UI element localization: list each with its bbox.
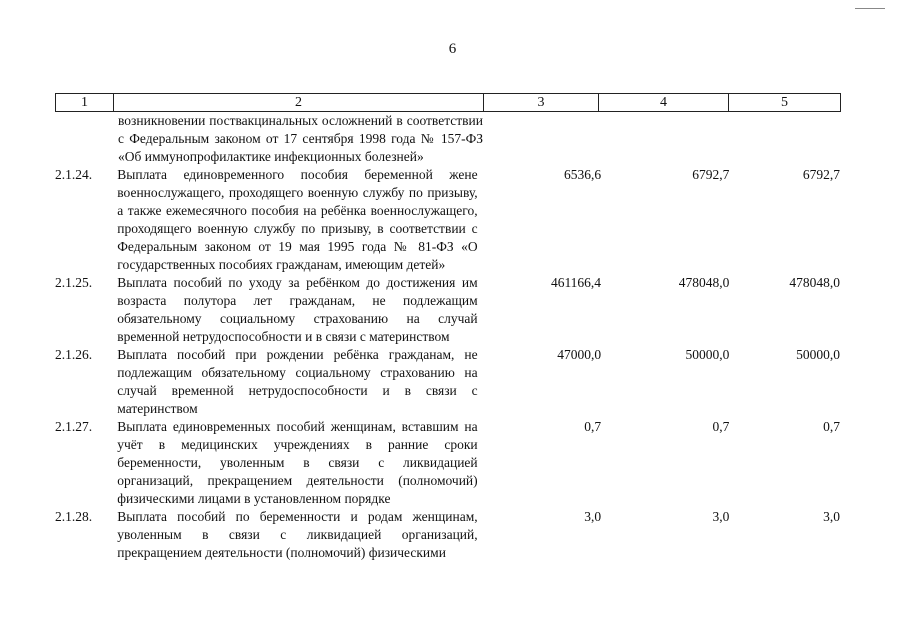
row-description: возникновении поствакцинальных осложнений в соответствии с Федеральным законом от 17 сентября 1998 года № 157-ФЗ «Об иммунопрофилактике инфекционных болезней» (118, 113, 483, 164)
value-col-4: 50000,0 (685, 347, 730, 362)
value-col-5: 0,7 (823, 419, 840, 434)
column-header-2: 2 (114, 94, 484, 112)
row-number: 2.1.28. (55, 509, 93, 524)
column-header-5: 5 (729, 94, 841, 112)
value-col-3: 6536,6 (563, 167, 602, 182)
value-col-5: 50000,0 (796, 347, 840, 362)
table-row (55, 274, 840, 346)
table-body (55, 112, 840, 562)
row-description: Выплата пособий при рождении ребёнка гражданам, не подлежащим обязательному социальному страхованию на случай временной нетрудоспособности и в связи с материнством (117, 347, 478, 416)
table-row-continuation (55, 112, 840, 166)
row-description: Выплата пособий по беременности и родам женщинам, уволенным в связи с ликвидацией организаций, прекращением деятельности (полномочий) физическими (117, 509, 478, 560)
value-col-5: 3,0 (823, 509, 840, 524)
row-number: 2.1.27. (55, 419, 93, 434)
scan-artifact-line (855, 8, 885, 9)
table-row (55, 508, 840, 562)
row-number: 2.1.25. (55, 275, 93, 290)
value-col-3: 0,7 (584, 419, 602, 434)
column-header-1: 1 (56, 94, 114, 112)
row-number: 2.1.26. (55, 347, 93, 362)
column-header-row (55, 93, 841, 112)
value-col-4: 0,7 (712, 419, 730, 434)
row-number: 2.1.24. (55, 167, 93, 182)
column-header-3: 3 (484, 94, 599, 112)
row-description: Выплата единовременных пособий женщинам, вставшим на учёт в медицинских учреждениях в ранние сроки беременности, уволенным в связи с ликвидацией организаций, прекращением деятельности (полномочий) физическими лицами в установленном порядке (117, 419, 478, 506)
table-row (55, 418, 840, 508)
value-col-4: 478048,0 (678, 275, 730, 290)
value-col-4: 6792,7 (692, 167, 730, 182)
table-row (55, 346, 840, 418)
column-header-4: 4 (599, 94, 729, 112)
value-col-3: 461166,4 (550, 275, 602, 290)
row-description: Выплата пособий по уходу за ребёнком до достижения им возраста полутора лет гражданам, не подлежащим обязательному социальному страхованию на случай временной нетрудоспособности и в связи с материнством (117, 275, 478, 344)
value-col-5: 478048,0 (789, 275, 840, 290)
value-col-4: 3,0 (712, 509, 730, 524)
value-col-3: 47000,0 (557, 347, 602, 362)
page-number: 6 (448, 41, 457, 57)
row-description: Выплата единовременного пособия беременной жене военнослужащего, проходящего военную службу по призыву, а также ежемесячного пособия на ребёнка военнослужащего, проходящего военную службу по призыву, в соответствии с Федеральным законом от 19 мая 1995 года № 81-ФЗ «О государственных пособиях гражданам, имеющим детей» (117, 167, 478, 272)
table-row (55, 166, 840, 274)
value-col-3: 3,0 (584, 509, 602, 524)
value-col-5: 6792,7 (802, 167, 840, 182)
